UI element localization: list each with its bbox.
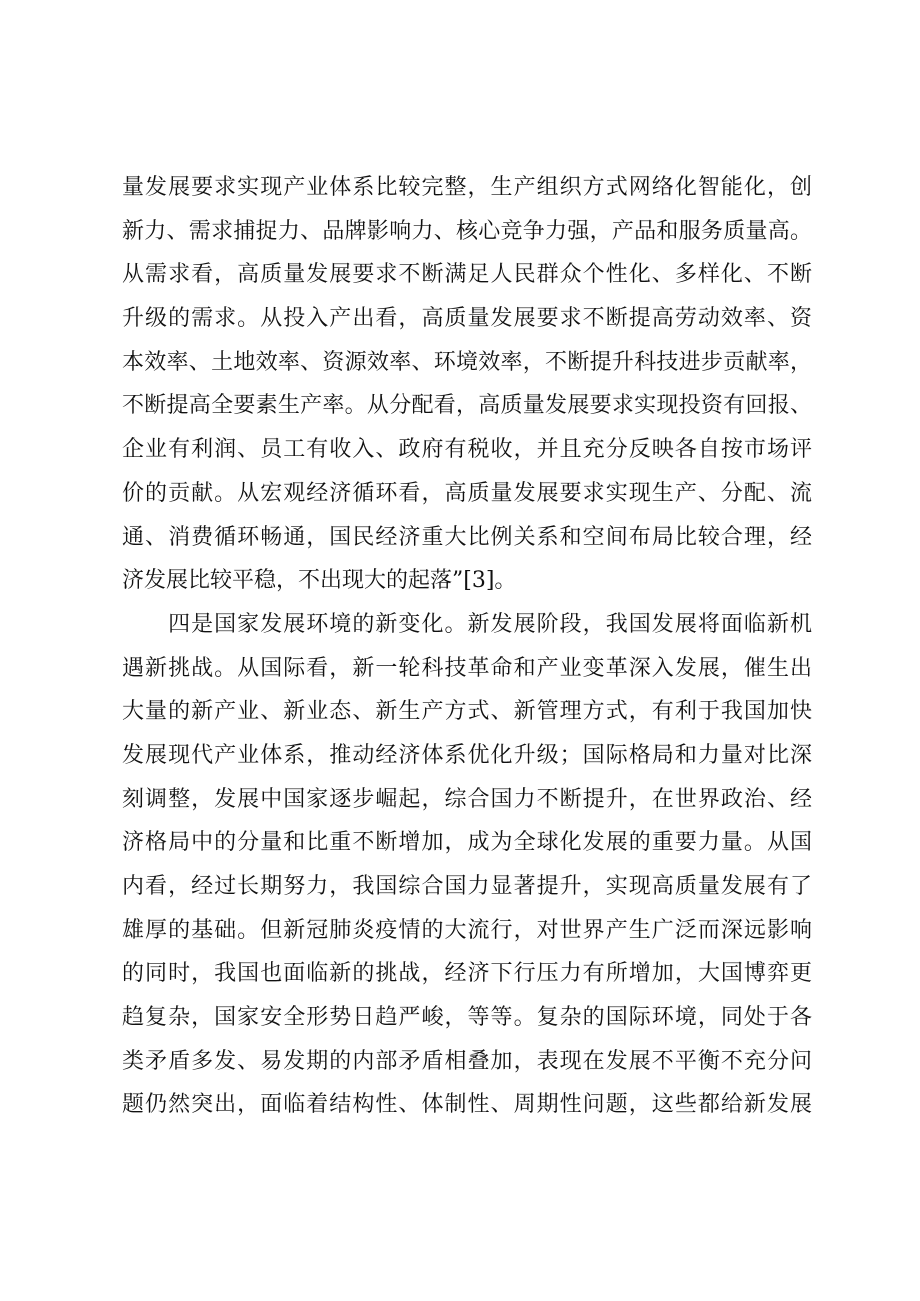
text-line: 大量的新产业、新业态、新生产方式、新管理方式，有利于我国加快 — [122, 699, 812, 725]
body-text — [122, 166, 812, 1127]
text-line: 遇新挑战。从国际看，新一轮科技革命和产业变革深入发展，催生出 — [122, 655, 812, 681]
text-line: 不断提高全要素生产率。从分配看，高质量发展要求实现投资有回报、 — [122, 393, 812, 419]
text-line: 企业有利润、员工有收入、政府有税收，并且充分反映各自按市场评 — [122, 437, 812, 463]
text-line: 类矛盾多发、易发期的内部矛盾相叠加，表现在发展不平衡不充分问 — [122, 1048, 812, 1074]
text-line: 本效率、土地效率、资源效率、环境效率，不断提升科技进步贡献率， — [122, 349, 812, 375]
text-line: 量发展要求实现产业体系比较完整，生产组织方式网络化智能化，创 — [122, 175, 812, 200]
text-line: 价的贡献。从宏观经济循环看，高质量发展要求实现生产、分配、流 — [122, 480, 812, 506]
text-line: 升级的需求。从投入产出看，高质量发展要求不断提高劳动效率、资 — [122, 306, 812, 332]
text-line: 题仍然突出，面临着结构性、体制性、周期性问题，这些都给新发展 — [122, 1092, 812, 1118]
text-line: 从需求看，高质量发展要求不断满足人民群众个性化、多样化、不断 — [122, 262, 812, 288]
text-line: 济发展比较平稳，不出现大的起落”[3]。 — [122, 568, 517, 594]
text-line: 的同时，我国也面临新的挑战，经济下行压力有所增加，大国博弈更 — [122, 961, 812, 987]
text-line: 通、消费循环畅通，国民经济重大比例关系和空间布局比较合理，经 — [122, 524, 812, 550]
text-line: 新力、需求捕捉力、品牌影响力、核心竞争力强，产品和服务质量高。 — [122, 218, 812, 244]
text-line: 趋复杂，国家安全形势日趋严峻，等等。复杂的国际环境，同处于各 — [122, 1005, 812, 1031]
text-line: 发展现代产业体系，推动经济体系优化升级；国际格局和力量对比深 — [122, 742, 812, 768]
text-line: 刻调整，发展中国家逐步崛起，综合国力不断提升，在世界政治、经 — [122, 786, 812, 812]
text-line: 雄厚的基础。但新冠肺炎疫情的大流行，对世界产生广泛而深远影响 — [122, 917, 812, 943]
text-line: 内看，经过长期努力，我国综合国力显著提升，实现高质量发展有了 — [122, 874, 812, 899]
text-line: 济格局中的分量和比重不断增加，成为全球化发展的重要力量。从国 — [122, 830, 812, 856]
text-line: 四是国家发展环境的新变化。新发展阶段，我国发展将面临新机 — [122, 611, 812, 637]
